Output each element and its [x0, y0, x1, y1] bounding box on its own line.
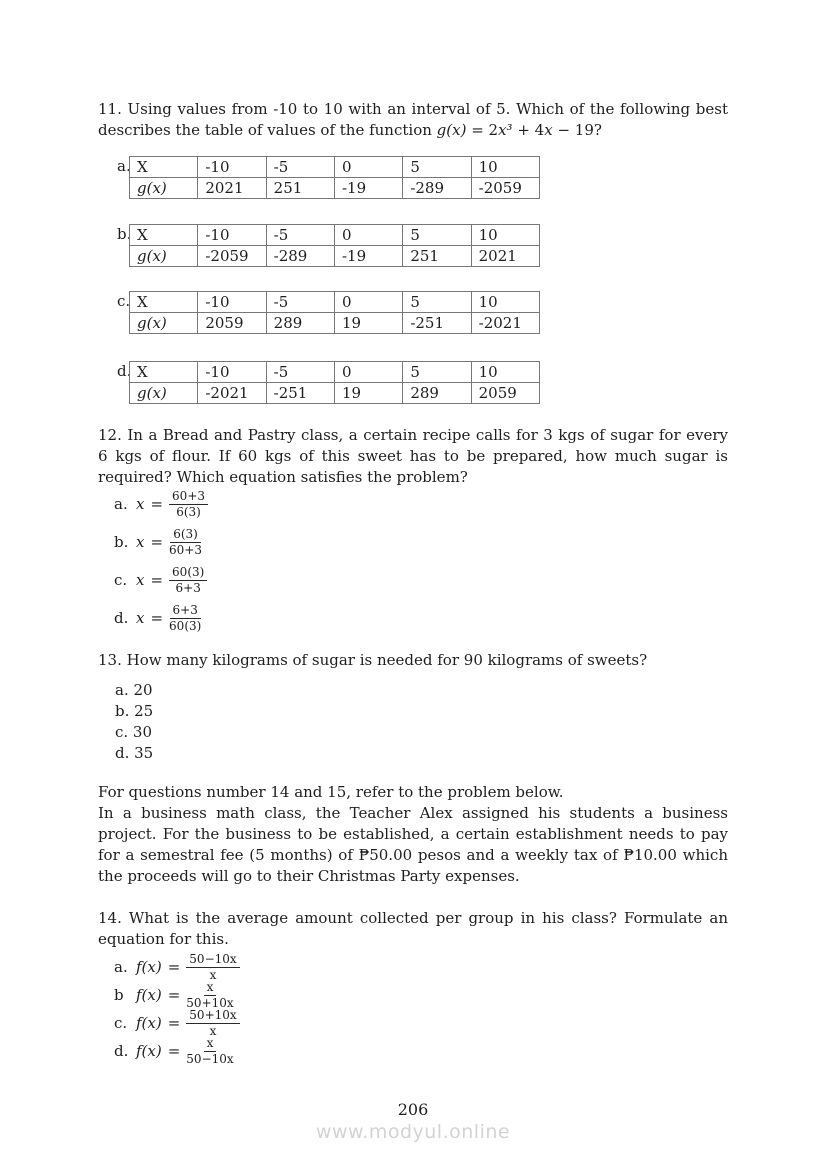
table-cell: 0	[334, 225, 402, 246]
q11-option-d	[98, 361, 728, 404]
q12-option-b	[98, 527, 728, 558]
table-cell: -10	[198, 157, 266, 178]
fraction-denominator: 60+3	[169, 543, 203, 557]
fraction-denominator: x	[209, 1023, 217, 1038]
table-row	[130, 157, 540, 178]
table-row	[130, 292, 540, 313]
table-cell: g(x)	[130, 383, 198, 404]
table-row	[130, 313, 540, 334]
table-cell: X	[130, 362, 198, 383]
q13-option-d: d. 35	[115, 744, 154, 762]
fraction-numerator: x	[204, 981, 217, 996]
table-cell: -5	[266, 225, 334, 246]
watermark-text: www.modyul.online	[315, 1121, 511, 1143]
option-label: a.	[114, 957, 128, 976]
equation-variable: f(x)	[136, 985, 162, 1004]
fraction-numerator: 50+10x	[186, 1009, 239, 1024]
table-cell: -289	[266, 246, 334, 267]
equals-sign: =	[167, 957, 181, 976]
table-cell: -289	[403, 178, 471, 199]
table-cell: g(x)	[130, 178, 198, 199]
q14-options	[98, 953, 728, 1065]
table-cell: -10	[198, 225, 266, 246]
table-cell: 5	[403, 362, 471, 383]
option-label: a.	[117, 157, 131, 175]
table-cell: -2021	[198, 383, 266, 404]
table-row	[130, 225, 540, 246]
table-cell: -2021	[471, 313, 539, 334]
option-label: d.	[114, 1041, 129, 1060]
q13-option-c: c. 30	[115, 723, 153, 741]
q14-option-b	[98, 981, 728, 1009]
table-cell: 251	[403, 246, 471, 267]
table-cell: 10	[471, 292, 539, 313]
option-label: c.	[114, 571, 128, 589]
equals-sign: =	[167, 1013, 181, 1032]
q13-options	[98, 680, 728, 764]
fraction-denominator: 50+10x	[186, 995, 234, 1010]
option-label: b.	[117, 225, 132, 243]
question-12-text: 12. In a Bread and Pastry class, a certain recipe calls for 3 kgs of sugar for every 6 kgs of flour. If 60 kgs of this sweet has to be prepared, how much sugar is required? Which equation satisfies the problem?	[98, 426, 728, 486]
table-cell: g(x)	[130, 246, 198, 267]
table-cell: X	[130, 292, 198, 313]
table-row	[130, 246, 540, 267]
table-row	[130, 362, 540, 383]
question-14-text: 14. What is the average amount collected per group in his class? Formulate an equation for this.	[98, 909, 728, 948]
equation-variable: x	[136, 571, 145, 589]
table-cell: -251	[266, 383, 334, 404]
fraction-numerator: 50−10x	[186, 953, 239, 968]
table-cell: 289	[266, 313, 334, 334]
q12-option-d	[98, 603, 728, 634]
q12-option-a	[98, 489, 728, 520]
equation-variable: f(x)	[136, 957, 162, 976]
table-cell: 0	[334, 292, 402, 313]
equals-sign: =	[167, 1041, 181, 1060]
table-cell: 2021	[471, 246, 539, 267]
table-cell: 251	[266, 178, 334, 199]
q11-formula-x: x	[544, 121, 553, 139]
q13-option-b: b. 25	[115, 702, 154, 720]
fraction	[169, 490, 208, 519]
fraction	[186, 1037, 233, 1066]
equals-sign: =	[150, 533, 164, 551]
equals-sign: =	[150, 495, 164, 513]
table-cell: 5	[403, 157, 471, 178]
table-cell: 2021	[198, 178, 266, 199]
q11-formula-x3: x³	[498, 121, 513, 139]
option-label: a.	[114, 495, 128, 513]
q12-option-c	[98, 565, 728, 596]
fraction-denominator: x	[209, 967, 217, 982]
fraction-numerator: 6+3	[170, 604, 201, 619]
table-row	[130, 383, 540, 404]
option-label: d.	[117, 362, 132, 380]
q11-formula-tail: − 19?	[552, 121, 602, 139]
table-cell: 5	[403, 292, 471, 313]
table-cell: -5	[266, 292, 334, 313]
option-label: b	[114, 985, 124, 1004]
option-label: c.	[117, 292, 131, 310]
q11-table-d	[129, 361, 540, 404]
fraction-numerator: 60+3	[169, 490, 208, 505]
equation-variable: x	[136, 533, 145, 551]
table-cell: 10	[471, 225, 539, 246]
question-11-text	[98, 99, 728, 141]
q14-option-c	[98, 1009, 728, 1037]
fraction-numerator: 60(3)	[169, 566, 207, 581]
q11-formula-eq: = 2	[466, 121, 499, 139]
q11-option-a	[98, 156, 728, 199]
table-cell: -19	[334, 178, 402, 199]
q11-formula-plus: + 4	[512, 121, 545, 139]
option-label: d.	[114, 609, 129, 627]
ref-note-body: In a business math class, the Teacher Alex assigned his students a business project. For the business to be established, a certain establishment needs to pay for a semestral fee (5 months) of ₱50.00 pesos and a weekly tax of ₱10.00 which the proceeds will go to their Christmas Party expenses.	[98, 804, 728, 885]
table-cell: 2059	[198, 313, 266, 334]
table-cell: 10	[471, 362, 539, 383]
table-cell: -5	[266, 157, 334, 178]
q11-intro: 11. Using values from -10 to 10 with an interval of 5. Which of the following best describes the table of values of the function	[98, 100, 728, 139]
table-cell: -2059	[198, 246, 266, 267]
table-cell: 19	[334, 313, 402, 334]
fraction-denominator: 6(3)	[176, 505, 201, 519]
table-cell: X	[130, 225, 198, 246]
equation-variable: f(x)	[136, 1041, 162, 1060]
question-13-text: 13. How many kilograms of sugar is needed for 90 kilograms of sweets?	[98, 651, 648, 669]
equation-variable: x	[136, 609, 145, 627]
table-cell: 0	[334, 157, 402, 178]
q11-table-b	[129, 224, 540, 267]
table-cell: g(x)	[130, 313, 198, 334]
fraction-numerator: x	[204, 1037, 217, 1052]
q11-table-c	[129, 291, 540, 334]
equals-sign: =	[167, 985, 181, 1004]
option-label: b.	[114, 533, 129, 551]
fraction	[186, 1009, 239, 1038]
fraction	[186, 981, 233, 1010]
equation-variable: f(x)	[136, 1013, 162, 1032]
fraction-denominator: 60(3)	[169, 619, 202, 633]
table-cell: -251	[403, 313, 471, 334]
table-cell: 2059	[471, 383, 539, 404]
ref-note-line: For questions number 14 and 15, refer to the problem below.	[98, 783, 564, 801]
option-label: c.	[114, 1013, 128, 1032]
table-cell: -10	[198, 292, 266, 313]
table-cell: 19	[334, 383, 402, 404]
fraction	[169, 604, 201, 633]
q11-option-c	[98, 291, 728, 334]
table-cell: 5	[403, 225, 471, 246]
table-cell: -2059	[471, 178, 539, 199]
q14-option-a	[98, 953, 728, 981]
equation-variable: x	[136, 495, 145, 513]
table-cell: 289	[403, 383, 471, 404]
fraction	[169, 566, 207, 595]
equals-sign: =	[150, 571, 164, 589]
fraction-numerator: 6(3)	[170, 528, 201, 543]
q14-option-d	[98, 1037, 728, 1065]
table-cell: -19	[334, 246, 402, 267]
equals-sign: =	[150, 609, 164, 627]
table-cell: X	[130, 157, 198, 178]
fraction-denominator: 6+3	[175, 581, 201, 595]
q13-option-a: a. 20	[115, 681, 153, 699]
fraction	[169, 528, 202, 557]
fraction-denominator: 50−10x	[186, 1051, 234, 1066]
table-row	[130, 178, 540, 199]
page-content	[98, 0, 728, 1065]
q11-formula-gx: g(x)	[436, 121, 467, 139]
table-cell: -10	[198, 362, 266, 383]
table-cell: 10	[471, 157, 539, 178]
table-cell: -5	[266, 362, 334, 383]
fraction	[186, 953, 239, 982]
q11-table-a	[129, 156, 540, 199]
page-number: 206	[397, 1100, 429, 1119]
q11-option-b	[98, 224, 728, 267]
table-cell: 0	[334, 362, 402, 383]
